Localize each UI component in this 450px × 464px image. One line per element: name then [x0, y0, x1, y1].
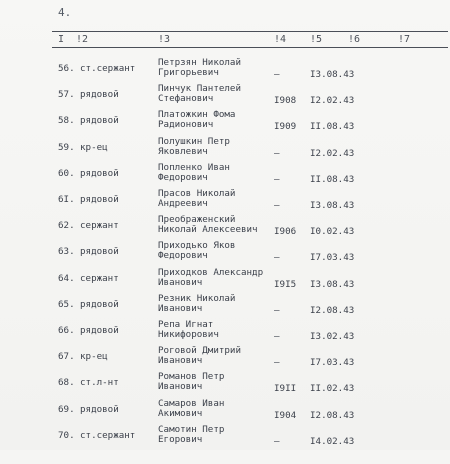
record-date: I2.08.43: [310, 304, 355, 316]
record-number: 64.: [58, 272, 75, 284]
record-number: 66.: [58, 325, 75, 336]
record-rank: сержант: [80, 220, 119, 232]
record-name: [158, 268, 263, 288]
record-date: I2.02.43: [310, 147, 355, 159]
record-number: 58.: [58, 115, 75, 127]
record-name: [158, 320, 219, 340]
record-date: I4.02.43: [310, 435, 355, 447]
record-name-line1: Пинчук Пантелей: [158, 83, 241, 95]
record-name: [158, 372, 224, 392]
record-date: I3.08.43: [310, 200, 355, 211]
record-number: 69.: [58, 403, 75, 415]
record-name-line1: Платожкин Фома: [158, 109, 236, 121]
record-name-line2: Иванович: [158, 302, 203, 314]
col-header-7: !7: [398, 34, 411, 45]
record-number: 70.: [58, 429, 75, 441]
record-name-line2: Никифорович: [158, 329, 219, 340]
record-name-line2: Акимович: [158, 407, 203, 419]
col-header-5: !5: [310, 34, 323, 45]
col-header-3: !3: [158, 34, 171, 45]
record-birth-year: I906: [274, 226, 297, 238]
record-rank: рядовой: [80, 167, 119, 179]
record-name: [158, 215, 258, 235]
record-rank: рядовой: [80, 403, 119, 415]
record-name-line2: Федорович: [158, 250, 208, 262]
record-name-line1: Приходков Александр: [158, 266, 264, 278]
record-name: [158, 137, 230, 157]
record-name-line1: Самотин Петр: [158, 423, 225, 435]
record-birth-year: –: [274, 304, 280, 316]
record-birth-year: I9I5: [274, 278, 297, 290]
record-name-line1: Прасов Николай: [158, 188, 236, 199]
record-birth-year: I904: [274, 409, 297, 421]
record-birth-year: I9II: [274, 383, 297, 395]
record-rank: рядовой: [80, 115, 119, 127]
record-rank: рядовой: [80, 246, 119, 258]
record-number: 6I.: [58, 194, 75, 205]
record-birth-year: I909: [274, 121, 297, 133]
record-date: I2.02.43: [310, 95, 355, 107]
record-rank: рядовой: [80, 325, 119, 336]
record-name: [158, 189, 235, 209]
record-name-line1: Петрзян Николай: [158, 57, 241, 68]
record-name-line2: Иванович: [158, 381, 203, 393]
record-number: 60.: [58, 167, 75, 179]
record-date: II.08.43: [310, 173, 355, 185]
record-name-line2: Яковлевич: [158, 145, 208, 157]
record-row: [0, 423, 450, 464]
record-date: II.08.43: [310, 121, 355, 133]
record-name-line2: Григорьевич: [158, 67, 219, 78]
record-date: I0.02.43: [310, 226, 355, 238]
record-name: [158, 84, 241, 104]
header-top-rule: [52, 31, 448, 32]
record-birth-year: –: [274, 252, 280, 264]
record-name-line1: Роговой Дмитрий: [158, 345, 241, 357]
record-date: I7.03.43: [310, 357, 355, 369]
page-number: 4.: [58, 6, 72, 19]
record-rank: кр-ец: [80, 141, 108, 153]
record-date: I3.02.43: [310, 331, 355, 342]
record-name: [158, 58, 241, 78]
record-date: II.02.43: [310, 383, 355, 395]
record-name-line2: Егорович: [158, 433, 203, 445]
record-name-line2: Федорович: [158, 171, 208, 183]
record-number: 67.: [58, 351, 75, 363]
record-name-line1: Приходько Яков: [158, 240, 236, 252]
record-rank: кр-ец: [80, 351, 108, 363]
col-header-4: !4: [274, 34, 287, 45]
record-number: 57.: [58, 89, 75, 101]
record-name-line2: Николай Алексеевич: [158, 224, 258, 236]
record-name: [158, 425, 224, 445]
record-name-line2: Стефанович: [158, 93, 214, 105]
record-birth-year: –: [274, 435, 280, 447]
record-rank: ст.сержант: [80, 429, 136, 441]
record-date: I3.08.43: [310, 278, 355, 290]
record-birth-year: –: [274, 173, 280, 185]
record-birth-year: –: [274, 147, 280, 159]
record-rank: ст.л-нт: [80, 377, 119, 389]
record-date: I2.08.43: [310, 409, 355, 421]
header-bottom-rule: [52, 47, 448, 48]
record-name-line2: Иванович: [158, 355, 203, 367]
record-birth-year: I908: [274, 95, 297, 107]
record-birth-year: –: [274, 200, 280, 211]
record-birth-year: –: [274, 69, 280, 80]
record-name-line1: Попленко Иван: [158, 161, 230, 173]
record-date: I7.03.43: [310, 252, 355, 264]
record-name: [158, 399, 224, 419]
record-name: [158, 110, 235, 130]
record-birth-year: –: [274, 357, 280, 369]
record-name-line1: Резник Николай: [158, 292, 236, 304]
record-number: 65.: [58, 298, 75, 310]
record-number: 59.: [58, 141, 75, 153]
record-name: [158, 241, 235, 261]
record-number: 62.: [58, 220, 75, 232]
record-name-line1: Преображенский: [158, 214, 236, 226]
record-name-line2: Андреевич: [158, 198, 208, 209]
record-name: [158, 163, 230, 183]
record-rank: сержант: [80, 272, 119, 284]
record-date: I3.08.43: [310, 69, 355, 80]
col-header-6: !6: [348, 34, 361, 45]
record-birth-year: –: [274, 331, 280, 342]
record-rank: ст.сержант: [80, 63, 136, 74]
record-name-line2: Радионович: [158, 119, 214, 131]
record-name-line2: Иванович: [158, 276, 203, 288]
col-header-2: !2: [76, 34, 89, 45]
record-name-line1: Полушкин Петр: [158, 135, 230, 147]
record-rank: рядовой: [80, 298, 119, 310]
record-name: [158, 346, 241, 366]
record-number: 63.: [58, 246, 75, 258]
record-number: 56.: [58, 63, 75, 74]
record-name-line1: Репа Игнат: [158, 319, 214, 330]
record-number: 68.: [58, 377, 75, 389]
col-header-1: I: [58, 34, 65, 45]
record-name-line1: Романов Петр: [158, 371, 225, 383]
record-rank: рядовой: [80, 89, 119, 101]
record-rank: рядовой: [80, 194, 119, 205]
record-name: [158, 294, 235, 314]
record-name-line1: Самаров Иван: [158, 397, 225, 409]
